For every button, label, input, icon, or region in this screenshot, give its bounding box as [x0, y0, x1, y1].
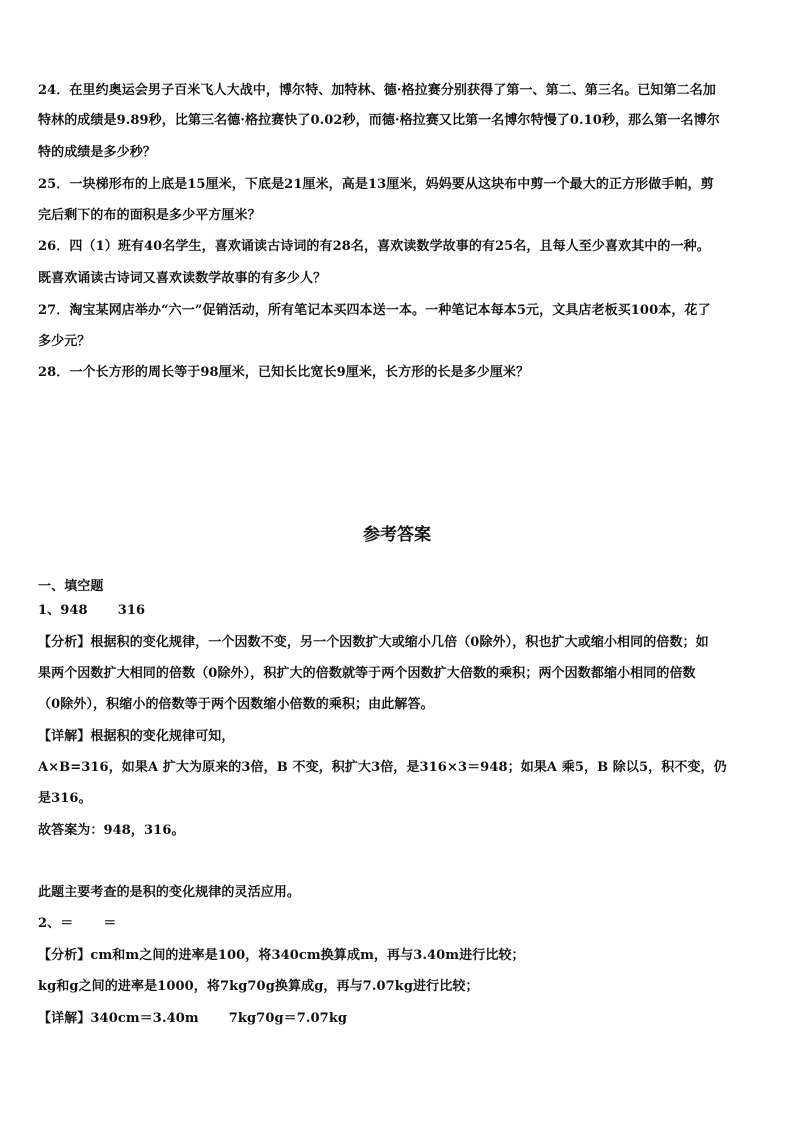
question-24-line-3: 特的成绩是多少秒？ — [38, 145, 156, 160]
answer-1-analysis-line-1: 【分析】根据积的变化规律，一个因数不变，另一个因数扩大或缩小几倍（0除外），积也扩大或缩小相同的倍数；如 — [38, 635, 709, 650]
answer-1-value-b: 316 — [117, 603, 146, 618]
section-fill-in-heading: 一、填空题 — [38, 579, 104, 594]
answers-title: 参考答案 — [363, 525, 431, 545]
question-25-line-1: 25．一块梯形布的上底是15厘米，下底是21厘米，高是13厘米，妈妈要从这块布中剪一个最大的正方形做手帕，剪 — [38, 177, 714, 192]
answer-1-analysis-line-3: （0除外），积缩小的倍数等于两个因数缩小倍数的乘积；由此解答。 — [38, 697, 434, 712]
question-24-line-2: 特林的成绩是9.89秒，比第三名德·格拉赛快了0.02秒，而德·格拉赛又比第一名博尔特慢了0.10秒，那么第一名博尔 — [38, 113, 720, 128]
answer-2-analysis-line-1: 【分析】cm和m之间的进率是100，将340cm换算成m，再与3.40m进行比较； — [38, 948, 525, 963]
answer-1-analysis-line-2: 果两个因数扩大相同的倍数（0除外），积扩大的倍数就等于两个因数扩大倍数的乘积；两个因数都缩小相同的倍数 — [38, 666, 696, 681]
answer-2-analysis-line-2: kg和g之间的进率是1000，将7kg70g换算成g，再与7.07kg进行比较； — [38, 979, 479, 994]
question-27-line-2: 多少元？ — [38, 334, 91, 349]
answer-1-detail-line-2: 是316。 — [38, 791, 92, 806]
answer-1-comment: 此题主要考查的是积的变化规律的灵活应用。 — [38, 885, 301, 900]
question-24-line-1: 24．在里约奥运会男子百米飞人大战中，博尔特、加特林、德·格拉赛分别获得了第一、第二、第三名。已知第二名加 — [38, 83, 716, 98]
answer-2-value-a: 2、＝ — [38, 916, 74, 931]
answer-2-detail-b: 7kg70g＝7.07kg — [228, 1011, 348, 1026]
answer-1-result: 故答案为：948，316。 — [38, 823, 185, 838]
answer-1-detail-label: 【详解】根据积的变化规律可知， — [38, 729, 235, 744]
answer-1-value-a: 1、948 — [38, 603, 88, 618]
question-26-line-1: 26．四（1）班有40名学生，喜欢诵读古诗词的有28名，喜欢读数学故事的有25名，且每人至少喜欢其中的一种。 — [38, 239, 710, 254]
answer-2-value-b: ＝ — [103, 916, 117, 931]
answer-2-detail — [38, 1010, 762, 1028]
answer-1-detail-line-1: A×B=316，如果A 扩大为原来的3倍，B 不变，积扩大3倍，是316×3＝948；如果A 乘5，B 除以5，积不变，仍 — [38, 760, 727, 775]
question-28-line-1: 28．一个长方形的周长等于98厘米，已知长比宽长9厘米，长方形的长是多少厘米？ — [38, 365, 530, 380]
question-25-line-2: 完后剩下的布的面积是多少平方厘米？ — [38, 208, 261, 223]
question-27-line-1: 27．淘宝某网店举办“六一”促销活动，所有笔记本买四本送一本。一种笔记本每本5元，文具店老板买100本，花了 — [38, 303, 711, 318]
answer-1-values — [38, 602, 762, 620]
answer-2-values — [38, 915, 762, 933]
answer-2-detail-a: 【详解】340cm＝3.40m — [38, 1011, 199, 1026]
question-26-line-2: 既喜欢诵读古诗词又喜欢读数学故事的有多少人？ — [38, 271, 327, 286]
